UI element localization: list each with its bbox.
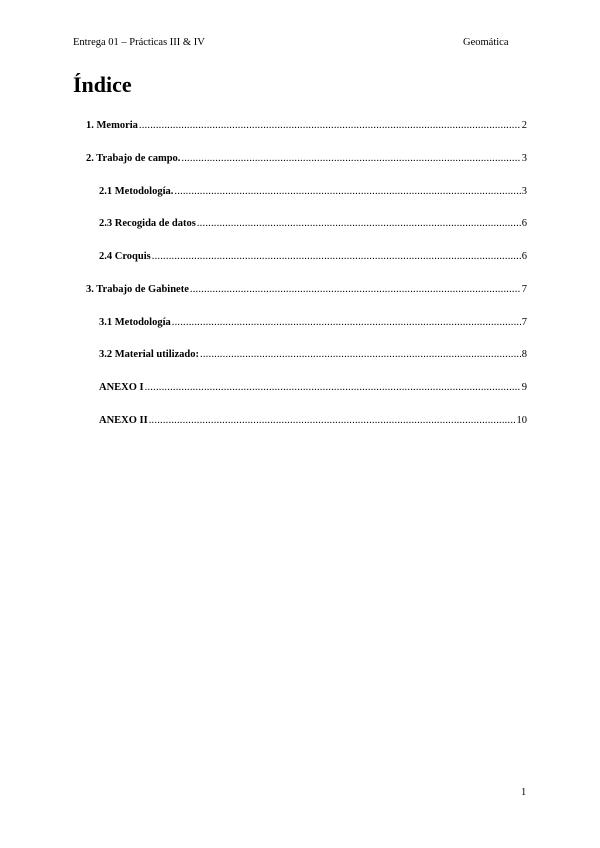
toc-dot-leader — [190, 283, 521, 297]
toc-entry-label: 2.1 Metodología. — [99, 186, 174, 197]
header-document-title: Entrega 01 – Prácticas III & IV — [73, 37, 205, 48]
toc-entry-page: 6 — [521, 218, 527, 229]
toc-dot-leader — [149, 414, 516, 428]
toc-entry-label: 2.4 Croquis — [99, 251, 151, 262]
toc-entry-metodologia-campo[interactable] — [99, 185, 527, 199]
toc-entry-label: 3.2 Material utilizado: — [99, 349, 200, 360]
toc-entry-memoria[interactable] — [86, 119, 527, 133]
toc-entry-trabajo-de-campo[interactable] — [86, 152, 527, 166]
toc-entry-metodologia-gabinete[interactable] — [99, 316, 527, 330]
toc-entry-page: 8 — [521, 349, 527, 360]
toc-dot-leader — [181, 152, 520, 166]
toc-dot-leader — [197, 217, 521, 231]
toc-dot-leader — [200, 348, 521, 362]
toc-dot-leader — [172, 316, 521, 330]
toc-entry-page: 7 — [521, 284, 527, 295]
toc-entry-label: 1. Memoria — [86, 120, 138, 131]
toc-entry-page: 9 — [521, 382, 527, 393]
toc-entry-page: 7 — [521, 317, 527, 328]
toc-entry-page: 6 — [521, 251, 527, 262]
toc-dot-leader — [152, 250, 521, 264]
toc-entry-label: 3.1 Metodología — [99, 317, 171, 328]
header-subject: Geomática — [463, 37, 509, 48]
toc-dot-leader — [145, 381, 521, 395]
toc-dot-leader — [139, 119, 521, 133]
toc-entry-page: 2 — [521, 120, 527, 131]
toc-entry-page: 10 — [516, 415, 527, 426]
toc-entry-label: 3. Trabajo de Gabinete — [86, 284, 189, 295]
toc-entry-material-utilizado[interactable] — [99, 348, 527, 362]
toc-entry-page: 3 — [521, 186, 527, 197]
toc-entry-label: ANEXO II — [99, 415, 148, 426]
toc-entry-anexo-ii[interactable] — [99, 414, 527, 428]
toc-entry-recogida-de-datos[interactable] — [99, 217, 527, 231]
toc-dot-leader — [174, 185, 520, 199]
toc-entry-label: ANEXO I — [99, 382, 144, 393]
toc-entry-label: 2. Trabajo de campo. — [86, 153, 181, 164]
toc-entry-trabajo-de-gabinete[interactable] — [86, 283, 527, 297]
toc-entry-label: 2.3 Recogida de datos — [99, 218, 196, 229]
toc-entry-croquis[interactable] — [99, 250, 527, 264]
toc-entry-page: 3 — [521, 153, 527, 164]
page-title: Índice — [73, 72, 132, 97]
page-number: 1 — [521, 787, 527, 798]
toc-entry-anexo-i[interactable] — [99, 381, 527, 395]
